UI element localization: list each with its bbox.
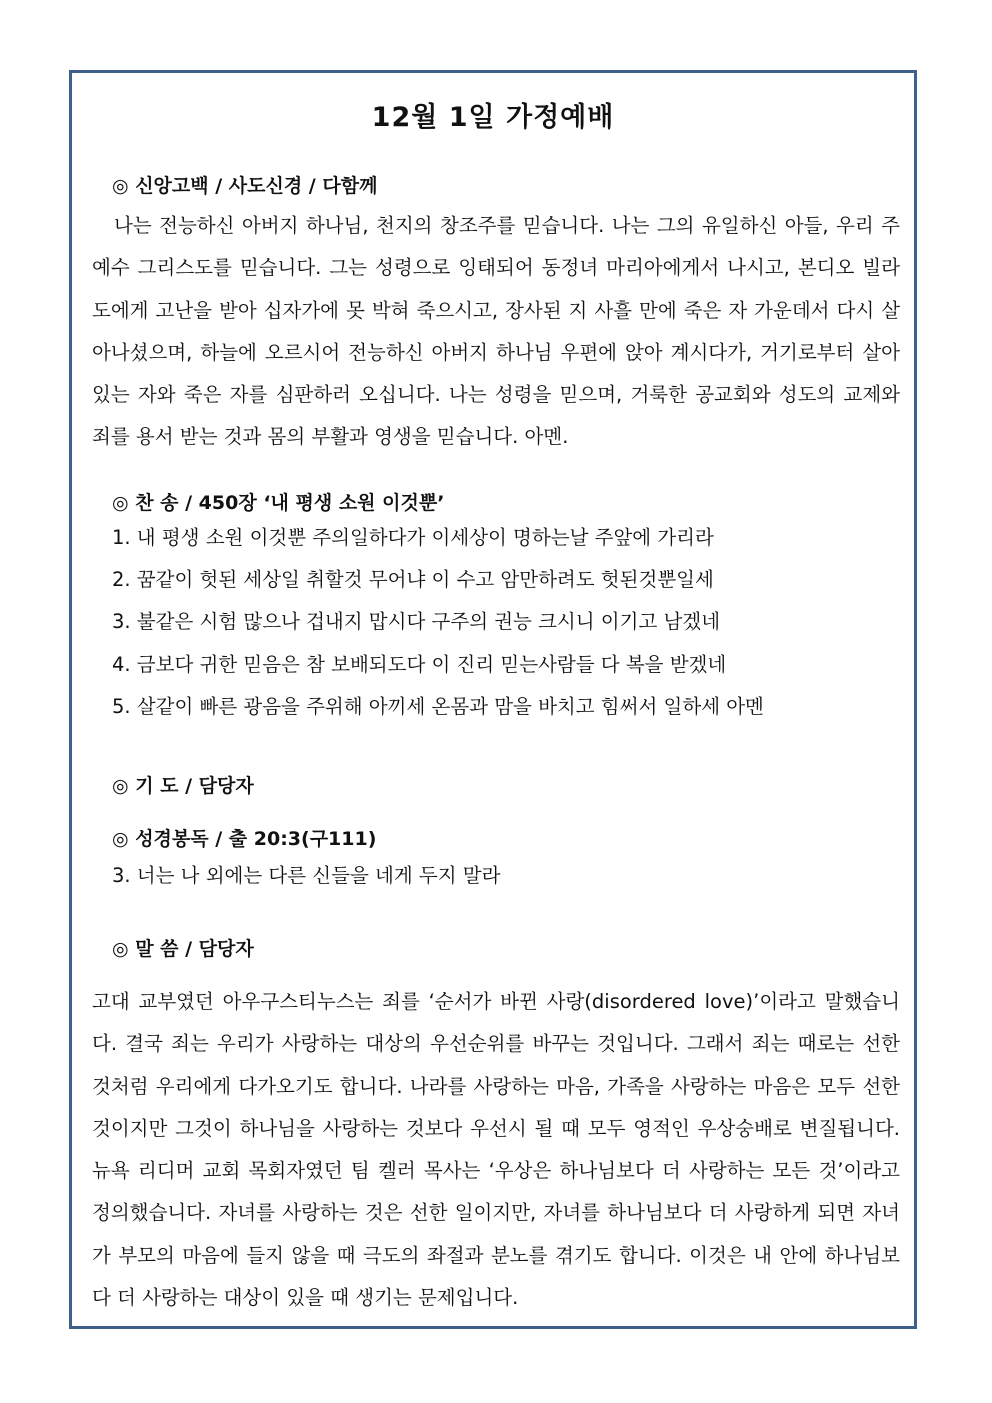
creed-text: 나는 전능하신 아버지 하나님, 천지의 창조주를 믿습니다. 나는 그의 유일하신 아들, 우리 주 예수 그리스도를 믿습니다. 그는 성령으로 잉태되어 동정녀 마리아에게서 나시고, 본디오 빌라도에게 고난을 받아 십자가에 못 박혀 죽으시고, 장사된 지 사흘 만에 죽은 자 가운데서 다시 살아나셨으며, 하늘에 오르시어 전능하신 아버지 하나님 우편에 앉아 계시다가, 거기로부터 살아있는 자와 죽은 자를 심판하러 오십니다. 나는 성령을 믿으며, 거룩한 공교회와 성도의 교제와 죄를 용서 받는 것과 몸의 부활과 영생을 믿습니다. 아멘. (92, 214, 900, 449)
hymn-line: 4. 금보다 귀한 믿음은 참 보배되도다 이 진리 믿는사람들 다 복을 받겠네 (112, 652, 727, 676)
creed-heading: ◎ 신앙고백 / 사도신경 / 다함께 (112, 175, 378, 197)
sermon-heading: ◎ 말 씀 / 담당자 (112, 938, 254, 960)
hymn-lyrics (112, 517, 764, 728)
page-title: 12월 1일 가정예배 (371, 102, 615, 133)
sermon-text: 고대 교부였던 아우구스티누스는 죄를 ‘순서가 바뀐 사랑(disordered love)’이라고 말했습니다. 결국 죄는 우리가 사랑하는 대상의 우선순위를 바꾸는 것입니다. 그래서 죄는 때로는 선한 것처럼 우리에게 다가오기도 합니다. 나라를 사랑하는 마음, 가족을 사랑하는 마음은 모두 선한 것이지만 그것이 하나님을 사랑하는 것보다 우선시 될 때 모두 영적인 우상숭배로 변질됩니다. 뉴욕 리디머 교회 목회자였던 팀 켈러 목사는 ‘우상은 하나님보다 더 사랑하는 모든 것’이라고 정의했습니다. 자녀를 사랑하는 것은 선한 일이지만, 자녀를 하나님보다 더 사랑하게 되면 자녀가 부모의 마음에 들지 않을 때 극도의 좌절과 분노를 겪기도 합니다. 이것은 내 안에 하나님보다 더 사랑하는 대상이 있을 때 생기는 문제입니다. (92, 990, 900, 1310)
hymn-line: 3. 불같은 시험 많으나 겁내지 맙시다 구주의 권능 크시니 이기고 남겠네 (112, 610, 721, 634)
hymn-line: 2. 꿈같이 헛된 세상일 취할것 무어냐 이 수고 암만하려도 헛된것뿐일세 (112, 568, 714, 592)
scripture-heading: ◎ 성경봉독 / 출 20:3(구111) (112, 828, 377, 850)
hymn-line: 5. 살같이 빠른 광음을 주위해 아끼세 온몸과 맘을 바치고 힘써서 일하세 아멘 (112, 694, 764, 718)
hymn-line: 1. 내 평생 소원 이것뿐 주의일하다가 이세상이 명하는날 주앞에 가리라 (112, 526, 714, 549)
prayer-heading: ◎ 기 도 / 담당자 (112, 775, 254, 797)
hymn-heading: ◎ 찬 송 / 450장 ‘내 평생 소원 이것뿐’ (112, 492, 445, 514)
page-frame (69, 70, 917, 1329)
scripture-verse: 3. 너는 나 외에는 다른 신들을 네게 두지 말라 (112, 864, 501, 887)
